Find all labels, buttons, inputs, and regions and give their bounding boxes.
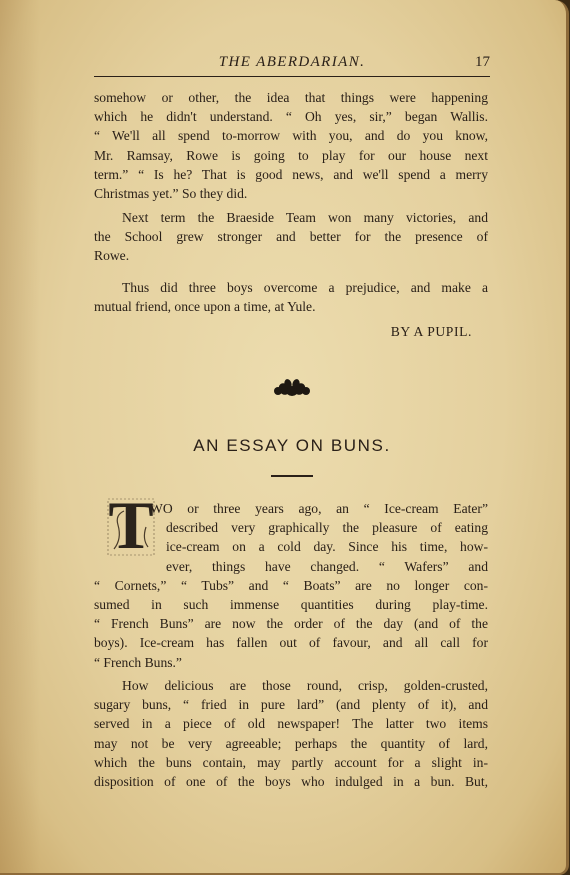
text-line: described very graphically the pleasure of eating [166,520,488,536]
title-rule [271,475,313,477]
text-line: Mr. Ramsay, Rowe is going to play for our house next [94,147,488,163]
essay-title: AN ESSAY ON BUNS. [193,436,391,455]
text-line: Next term the Braeside Team won many victories, and [122,210,488,225]
story-paragraph-1 [94,88,488,203]
page-fold-shadow [0,0,40,875]
text-line: served in a piece of old newspaper! The latter two items [94,716,488,732]
text-line: term.” “ Is he? That is good news, and we'll spend a merry [94,166,488,182]
essay-paragraph-2 [94,676,488,791]
text-line: which the buns contain, may partly account for a slight in- [94,754,488,770]
text-line: sumed in such immense quantities during play-time. [94,597,488,613]
text-line: Rowe. [94,248,130,264]
essay-paragraph-1 [94,499,488,672]
text-line: Christmas yet.” So they did. [94,186,248,202]
running-header [94,52,490,77]
text-line: WO or three years ago, an “ Ice-cream Eater” [150,501,488,516]
text-line: “ French Buns” are now the order of the day (and of the [94,616,488,632]
text-line: ever, things have changed. “ Wafers” and [166,558,488,574]
text-line: disposition of one of the boys who indulged in a bun. But, [94,774,488,790]
text-line: Thus did three boys overcome a prejudice, and make a [122,280,488,295]
text-line: “ Cornets,” “ Tubs” and “ Boats” are no longer con- [94,577,488,593]
text-line: sugary buns, “ fried in pure lard” (and plenty of it), and [94,697,488,713]
author-signature: BY A PUPIL. [390,324,472,339]
page-number: 17 [475,54,490,70]
text-line: mutual friend, once upon a time, at Yule. [94,299,316,315]
text-line: may not be very agreeable; perhaps the quantity of lard, [94,735,488,751]
drop-cap-letter: T [108,487,154,563]
text-line: somehow or other, the idea that things were happening [94,90,488,105]
text-line: “ We'll all spend to-morrow with you, and do you know, [94,128,488,144]
text-line: boys). Ice-cream has fallen out of favour, and all call for [94,635,488,651]
story-paragraph-2 [94,208,488,266]
journal-title: THE ABERDARIAN. [218,54,366,70]
text-line: which he didn't understand. “ Oh yes, sir,” began Wallis. [94,109,488,125]
text-line: “ French Buns.” [94,654,182,670]
text-line: ice-cream on a cold day. Since his time, how- [166,539,488,555]
story-paragraph-3 [94,278,488,316]
text-line: the School grew stronger and better for the presence of [94,229,488,245]
text-line: How delicious are those round, crisp, golden-crusted, [122,678,488,693]
fleuron-ornament-icon [272,377,312,397]
